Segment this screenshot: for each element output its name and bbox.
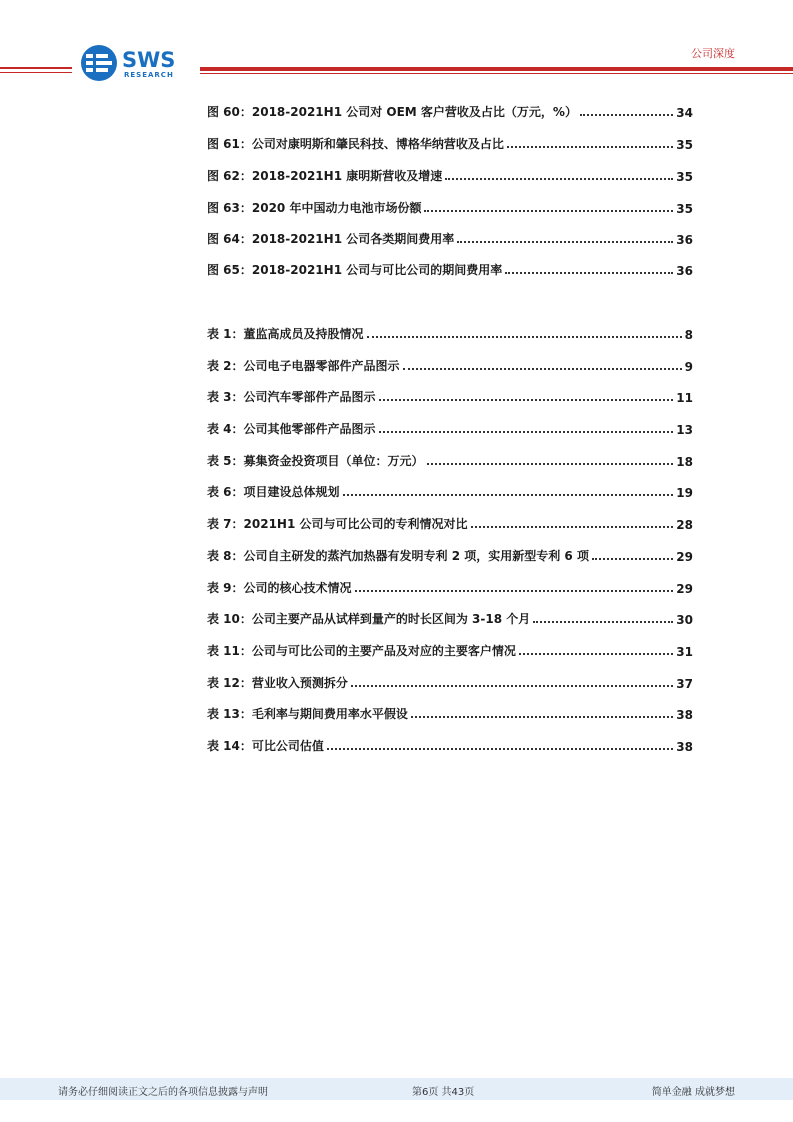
toc-entry-figure-63[interactable] — [207, 196, 693, 216]
sws-logo-icon — [80, 44, 120, 84]
toc-entry-label: 表 5：募集资金投资项目（单位：万元） — [207, 454, 424, 468]
toc-leader-dots — [327, 748, 673, 750]
toc-entry-figure-65[interactable] — [207, 258, 693, 278]
toc-entry-table-14[interactable] — [207, 734, 693, 754]
toc-leader-dots — [343, 494, 674, 496]
toc-leader-dots — [351, 685, 673, 687]
toc-leader-dots — [580, 114, 673, 116]
toc-entry-label: 表 1：董监高成员及持股情况 — [207, 327, 364, 341]
toc-entry-table-1[interactable] — [207, 322, 693, 342]
toc-entry-page: 29 — [676, 550, 693, 564]
toc-leader-dots — [519, 653, 673, 655]
toc-entry-figure-64[interactable] — [207, 227, 693, 247]
toc-entry-table-7[interactable] — [207, 512, 693, 532]
toc-leader-dots — [533, 621, 673, 623]
footer-disclaimer: 请务必仔细阅读正文之后的各项信息披露与声明 — [58, 1087, 268, 1098]
header-rule-left — [0, 67, 72, 69]
toc-entry-figure-62[interactable] — [207, 164, 693, 184]
logo-subtext: RESEARCH — [124, 71, 174, 79]
toc-entry-page: 31 — [676, 645, 693, 659]
toc-entry-table-12[interactable] — [207, 671, 693, 691]
toc-entry-label: 表 12：营业收入预测拆分 — [207, 676, 348, 690]
toc-leader-dots — [367, 336, 682, 338]
toc-entry-table-11[interactable] — [207, 639, 693, 659]
toc-leader-dots — [379, 431, 674, 433]
toc-entry-page: 35 — [676, 138, 693, 152]
toc-entry-label: 图 62：2018-2021H1 康明斯营收及增速 — [207, 169, 443, 183]
toc-entry-label: 表 3：公司汽车零部件产品图示 — [207, 390, 376, 404]
toc-entry-page: 37 — [676, 677, 693, 691]
toc-entry-label: 表 11：公司与可比公司的主要产品及对应的主要客户情况 — [207, 644, 516, 658]
toc-entry-label: 表 10：公司主要产品从试样到量产的时长区间为 3-18 个月 — [207, 612, 531, 626]
sws-logo — [80, 44, 190, 84]
toc-entry-page: 11 — [676, 391, 693, 405]
toc-entry-label: 表 13：毛利率与期间费用率水平假设 — [207, 707, 408, 721]
toc-entry-label: 图 63：2020 年中国动力电池市场份额 — [207, 201, 422, 215]
logo-text: SWS — [122, 48, 176, 72]
toc-entry-table-9[interactable] — [207, 576, 693, 596]
toc-entry-label: 表 7：2021H1 公司与可比公司的专利情况对比 — [207, 517, 468, 531]
toc-entry-label: 表 9：公司的核心技术情况 — [207, 581, 352, 595]
toc-entry-page: 38 — [676, 708, 693, 722]
toc-entry-label: 图 60：2018-2021H1 公司对 OEM 客户营收及占比（万元，%） — [207, 105, 577, 119]
toc-entry-table-8[interactable] — [207, 544, 693, 564]
toc-entry-label: 表 14：可比公司估值 — [207, 739, 324, 753]
toc-entry-table-10[interactable] — [207, 607, 693, 627]
toc-entry-table-4[interactable] — [207, 417, 693, 437]
toc-entry-page: 18 — [676, 455, 693, 469]
toc-entry-table-2[interactable] — [207, 354, 693, 374]
header-rule-right — [200, 67, 793, 71]
toc-leader-dots — [379, 399, 674, 401]
page-header — [0, 0, 793, 90]
toc-entry-page: 30 — [676, 613, 693, 627]
toc-entry-table-3[interactable] — [207, 385, 693, 405]
toc-entry-page: 34 — [676, 106, 693, 120]
toc-entry-page: 9 — [684, 360, 693, 374]
toc-entry-page: 35 — [676, 170, 693, 184]
footer-page-info: 第6页 共43页 — [412, 1087, 475, 1098]
toc-entry-page: 35 — [676, 202, 693, 216]
toc-entry-table-5[interactable] — [207, 449, 693, 469]
toc-entry-label: 表 8：公司自主研发的蒸汽加热器有发明专利 2 项，实用新型专利 6 项 — [207, 549, 589, 563]
toc-entry-page: 36 — [676, 264, 693, 278]
toc-entry-page: 13 — [676, 423, 693, 437]
footer-slogan: 简单金融 成就梦想 — [651, 1087, 735, 1098]
toc-entry-figure-61[interactable] — [207, 132, 693, 152]
toc-leader-dots — [427, 463, 674, 465]
toc-entry-page: 29 — [676, 582, 693, 596]
toc-leader-dots — [592, 558, 673, 560]
toc-leader-dots — [505, 272, 673, 274]
toc-leader-dots — [355, 590, 674, 592]
toc-entry-page: 19 — [676, 486, 693, 500]
toc-entry-page: 28 — [676, 518, 693, 532]
toc-entry-table-13[interactable] — [207, 702, 693, 722]
toc-leader-dots — [424, 210, 673, 212]
toc-entry-label: 表 4：公司其他零部件产品图示 — [207, 422, 376, 436]
toc-entry-figure-60[interactable] — [207, 100, 693, 120]
toc-entry-table-6[interactable] — [207, 480, 693, 500]
toc-leader-dots — [471, 526, 674, 528]
header-rule-right-thin — [200, 73, 793, 74]
toc-leader-dots — [457, 241, 673, 243]
toc-entry-label: 图 64：2018-2021H1 公司各类期间费用率 — [207, 232, 455, 246]
header-rule-left-thin — [0, 72, 72, 73]
report-type-label: 公司深度 — [691, 47, 735, 60]
toc-leader-dots — [411, 716, 673, 718]
toc-leader-dots — [445, 178, 673, 180]
toc-entry-page: 38 — [676, 740, 693, 754]
toc-entry-page: 8 — [684, 328, 693, 342]
toc-entry-label: 图 65：2018-2021H1 公司与可比公司的期间费用率 — [207, 263, 503, 277]
toc-entry-label: 表 6：项目建设总体规划 — [207, 485, 340, 499]
toc-entry-label: 表 2：公司电子电器零部件产品图示 — [207, 359, 400, 373]
page-footer — [0, 1078, 793, 1100]
toc-entry-label: 图 61：公司对康明斯和肇民科技、博格华纳营收及占比 — [207, 137, 504, 151]
toc-leader-dots — [403, 368, 682, 370]
toc-leader-dots — [507, 146, 673, 148]
toc-entry-page: 36 — [676, 233, 693, 247]
